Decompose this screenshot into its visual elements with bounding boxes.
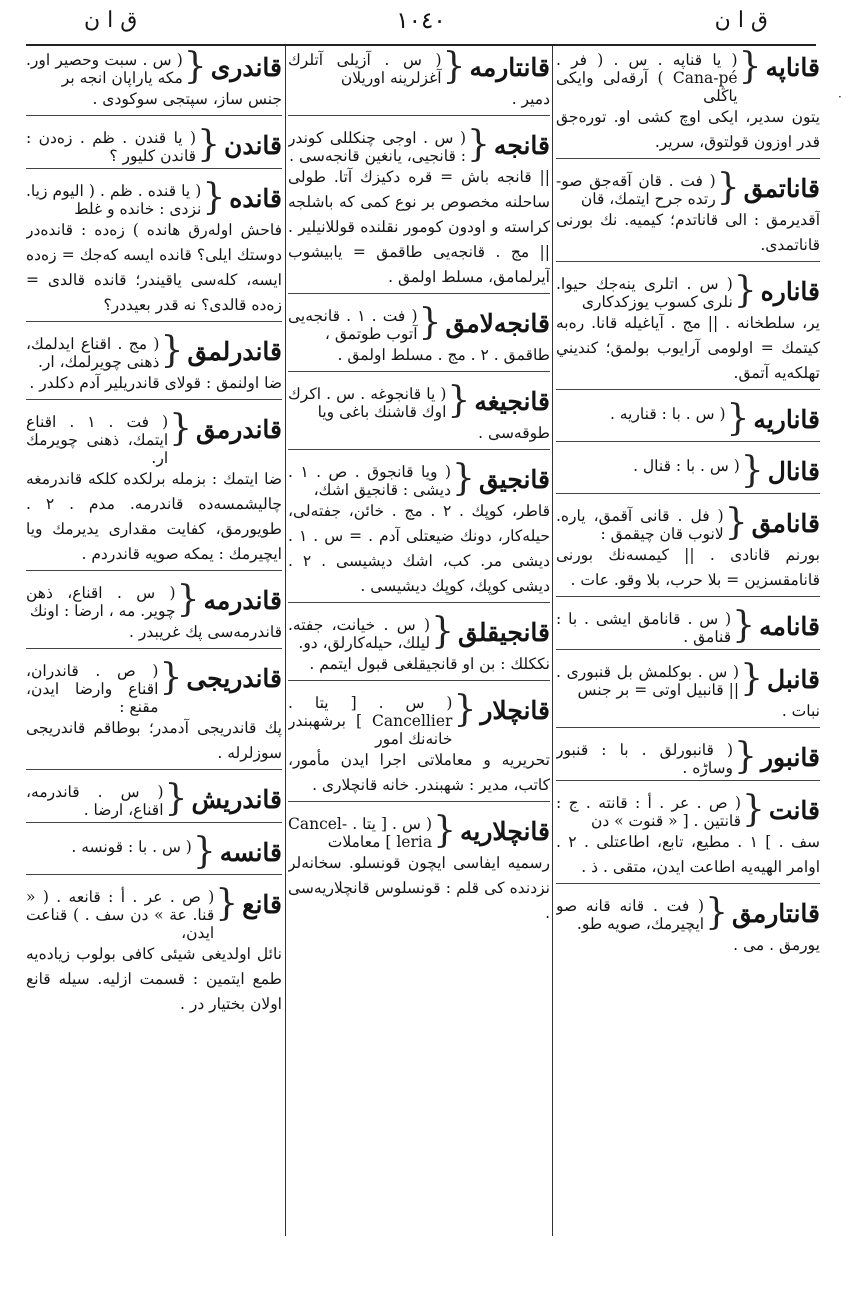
headword: قانجيغه <box>474 387 550 416</box>
entry-head-row <box>26 778 282 819</box>
definition-lead: ( يا قانجوغه . س . اكرك اوك قاشنك باغى ويا <box>288 385 447 421</box>
definition-lead: ( س . [ يتا . Cancel-leria ] معاملات <box>288 815 433 851</box>
brace-mark: { <box>733 270 757 311</box>
dictionary-entry <box>556 892 820 961</box>
page-header <box>26 6 816 42</box>
brace-mark: { <box>740 450 764 491</box>
entry-head-row <box>288 302 550 343</box>
brace-mark: { <box>724 502 748 543</box>
definition-text: يورمق . مى . <box>733 936 820 954</box>
definition-text: قاطر، كوپك . ٢ . مج . خائن، جفته‌لى، حيله‌كار، دونك ضيعتلى آدم . = س . ١ . ديشى مر. كب، اشك ديشيسى . ٢ . ديشى كوپك، كوپك ديشيسى . <box>288 502 550 595</box>
definition-text: قاندرمه‌سى پك غريبدر . <box>129 623 282 641</box>
definition-lead: ( س . قانامق ايشى . با : قنامق . <box>556 610 732 646</box>
definition-lead: ( س . [ يتا . Cancellier ] برشهبندر خانه‌نك امور <box>288 694 453 748</box>
definition-lead: ( ص . عر . أ : قانته . ج : قانتين . [ « قنوت » دن <box>556 794 742 830</box>
headword: قاندرمه <box>203 586 282 615</box>
headword: قانت <box>768 796 820 825</box>
definition-lead: ( س . بوكلمش بل قنبورى . || قانبيل اوتى = بر جنس <box>556 663 740 699</box>
definition-lead: ( مج . اقناع ايدلمك، ذهنى چويرلمك، ار. <box>26 335 160 371</box>
entry-head-row <box>556 658 820 699</box>
brace-mark: { <box>169 408 193 449</box>
definition-lead: ( يا قناپه . س . ( فر . Cana-pé ) آرقه‌لى وايكى ياڭلى <box>556 51 738 105</box>
definition-text: طاقمق . ٢ . مج . مسلط اولمق . <box>337 346 550 364</box>
headword: قانامه <box>759 612 820 641</box>
brace-mark: { <box>197 124 220 165</box>
entry-head-row <box>288 458 550 499</box>
entry-head-row <box>556 605 820 646</box>
brace-mark: { <box>442 50 466 87</box>
entry-head-row <box>26 50 282 87</box>
headword: قاندن <box>223 131 282 160</box>
headword: قاندريجى <box>186 664 282 693</box>
headword: قانسه <box>219 838 282 867</box>
brace-mark: { <box>453 689 477 730</box>
dictionary-entry <box>26 330 282 400</box>
definition-text: فاحش اوله‌رق هانده ) زه‌ده : قانده‌در دوستك ايلى؟ قانده ايسه كه‌جك = زه‌ده ايسه، كله‌سى ياقيندر؛ قانده قالدى = زه‌ده قالدى؟ نه قدر بعيددر؟ <box>26 221 282 314</box>
headword: قانع <box>242 890 282 919</box>
headword: قانجيقلق <box>458 618 550 647</box>
definition-lead: ( فت . قان آقه‌جق صو- رتده جرح ايتمك، قان <box>556 172 716 208</box>
headword: قاناريه <box>753 405 820 434</box>
definition-lead: ( س . قاندرمه، اقناع، ارضا . <box>26 783 164 819</box>
entry-head-row <box>26 831 282 872</box>
dictionary-entry <box>556 658 820 728</box>
brace-mark: { <box>705 892 728 933</box>
running-head-right: ق ا ن <box>714 8 768 33</box>
dictionary-entry <box>556 270 820 390</box>
brace-mark: { <box>732 605 756 646</box>
column-left <box>26 50 282 1300</box>
definition-lead: ( س . اتلرى ينه‌جك حيوا. نلرى كسوب يوزكدكارى <box>556 275 733 311</box>
headword: قانده <box>229 184 282 213</box>
brace-mark: { <box>202 177 226 218</box>
entry-head-row <box>556 450 820 491</box>
definition-text: طوقه‌سى . <box>478 424 550 442</box>
definition-text: تحريريه و معاملاتى اجرا ايدن مأمور، كاتب، مدير : شهبندر. خانه قانچلارى . <box>288 751 550 794</box>
brace-mark: { <box>742 789 765 830</box>
headword: قاندرلمق <box>187 337 282 366</box>
dictionary-entry <box>556 789 820 884</box>
entry-head-row <box>26 883 282 942</box>
definition-lead: ( فل . قانى آقمق، ياره. لانوب قان چيقمق : <box>556 507 724 543</box>
running-head-left: ق ا ن <box>84 8 138 33</box>
dictionary-entry <box>26 831 282 875</box>
definition-lead: ( س . با : قناريه . <box>609 405 726 423</box>
headword: قانجيق <box>478 465 550 494</box>
entry-head-row <box>288 124 550 165</box>
definition-lead: ( ويا قانجوق . ص . ١ . ديشى : قانجيق اشك، <box>288 463 452 499</box>
headword: قاندريش <box>191 785 282 814</box>
dictionary-entry <box>26 177 282 322</box>
brace-mark: { <box>738 50 762 87</box>
definition-lead: ( قانبورلق . با : قنبور وساڑه . <box>556 741 734 777</box>
margin-mark: · <box>838 90 842 104</box>
definition-lead: ( يا قنده . ظم . ( اليوم زيا. نزدى : خانده و غلط <box>26 182 202 218</box>
brace-mark: { <box>164 778 188 819</box>
entry-head-row <box>288 611 550 652</box>
column-divider <box>285 46 286 1236</box>
definition-text: پك قاندريجى آدمدر؛ بوطاقم قاندريجى سوزلرله . <box>26 719 282 762</box>
headword: قانتارمه <box>469 53 550 82</box>
column-divider <box>552 46 553 1236</box>
brace-mark: { <box>176 579 200 620</box>
dictionary-entry <box>556 50 820 159</box>
definition-lead: ( يا قندن . ظم . زه‌دن : قاندن كليور ؟ <box>26 129 197 165</box>
entry-head-row <box>556 270 820 311</box>
dictionary-entry <box>288 124 550 294</box>
definition-lead: ( س . سبت وحصير اور. مكه ياراپان انجه بر <box>26 51 183 87</box>
definition-text: ير، سلطخانه . || مج . آياغيله قانا. ره‌به كيتمك = اولومى آرايوب بولمق؛ كنديني تهلكه‌يه آتمق. <box>556 314 820 382</box>
definition-lead: ( فت . ١ . اقناع ايتمك، ذهنى چويرمك ار. <box>26 413 169 467</box>
column-middle <box>288 50 550 1300</box>
dictionary-entry <box>288 810 550 929</box>
definition-text: نبات . <box>781 702 820 720</box>
dictionary-entry <box>26 778 282 823</box>
dictionary-entry <box>26 124 282 169</box>
dictionary-entry <box>288 380 550 450</box>
brace-mark: { <box>726 398 750 439</box>
headword: قاندرى <box>210 53 282 82</box>
brace-mark: { <box>418 302 442 343</box>
column-right <box>556 50 820 1300</box>
definition-lead: ( س . خيانت، جفته. ليلك، حيله‌كارلق، دو. <box>288 616 431 652</box>
definition-lead: ( س . اقناع، ذهن چوير. مه ، ارضا : اونك <box>26 584 176 620</box>
header-rule <box>26 44 816 46</box>
dictionary-entry <box>288 611 550 681</box>
headword: قانبور <box>760 743 820 772</box>
headword: قاناره <box>760 277 820 306</box>
headword: قانجه <box>493 131 550 160</box>
brace-mark: { <box>192 831 216 872</box>
brace-mark: { <box>183 50 207 87</box>
entry-head-row <box>556 167 820 208</box>
definition-lead: ( س . با : قنال . <box>633 457 740 475</box>
entry-head-row <box>556 736 820 777</box>
dictionary-entry <box>26 579 282 649</box>
entry-head-row <box>556 892 820 933</box>
headword: قاناپه <box>765 53 820 82</box>
definition-lead: ( فت . ١ . قانجه‌يى آتوب طوتمق ، <box>288 307 418 343</box>
brace-mark: { <box>734 736 757 777</box>
dictionary-entry <box>556 167 820 262</box>
entry-head-row <box>288 380 550 421</box>
headword: قانامق <box>751 509 820 538</box>
entry-head-row <box>556 50 820 105</box>
definition-text: نككلك : بن او قانجيقلغى قبول ايتمم . <box>309 655 550 673</box>
dictionary-entry <box>556 450 820 494</box>
dictionary-entry <box>26 50 282 116</box>
brace-mark: { <box>159 657 183 698</box>
headword: قانبل <box>766 665 820 694</box>
brace-mark: { <box>452 458 475 499</box>
entry-head-row <box>288 689 550 748</box>
definition-text: بورنم قانادى . || كيمسه‌نك بورنى قانامقسزين = بلا حرب، بلا وقو. عات . <box>556 546 820 589</box>
entry-head-row <box>288 810 550 851</box>
definition-text: آقديرمق : الى قاناتدم؛ كيميه. نك بورنى قاناتمدى. <box>556 211 820 254</box>
entry-head-row <box>556 398 820 439</box>
definition-text: ضا ايتمك : بزمله برلكده كلكه قاندرمغه چاليشمسه‌ده قاندرمه. مدم . ٢ . طويورمق، كفايت مقدارى يديرمك ويا ايچيرمك : يمكه صويه قاندردم . <box>26 470 282 563</box>
definition-lead: ( س . اوجى چنكللى كوندر : قانجيى، يانغين قانجه‌سى . <box>288 129 467 165</box>
entry-head-row <box>556 789 820 830</box>
headword: قانتارمق <box>731 899 820 928</box>
brace-mark: { <box>740 658 763 699</box>
entry-head-row <box>26 657 282 716</box>
brace-mark: { <box>160 330 184 371</box>
dictionary-entry <box>556 736 820 781</box>
brace-mark: { <box>433 810 456 851</box>
definition-text: جنس ساز، سپتجى سوكودى . <box>92 90 282 108</box>
definition-lead: ( ص . عر . أ : قانعه . ( « قنا. عة » دن سف . ) قناعت ايدن، <box>26 888 215 942</box>
brace-mark: { <box>716 167 740 208</box>
dictionary-entry <box>288 689 550 802</box>
definition-lead: ( س . با : قونسه . <box>71 838 192 856</box>
dictionary-entry <box>288 458 550 603</box>
definition-text: يتون سدير، ايكى اوچ كشى او. توره‌جق قدر اوزون قولتوق، سرير. <box>556 108 820 151</box>
definition-text: || قانجه باش = قره دكيزك آتا. طولى ساحلنه مخصوص بر نوع كمى كه باشلجه كراسته و اودون كومور نقلنده قوللانيلير . || مج . قانجه‌يى طاقمق = يابيشوب آيرلمامق، مسلط اولمق . <box>288 168 550 286</box>
dictionary-entry <box>26 408 282 571</box>
entry-head-row <box>26 177 282 218</box>
headword: قانال <box>767 457 820 486</box>
headword: قانچلار <box>480 696 550 725</box>
definition-lead: ( فت . قانه قانه صو ايچيرمك، صويه طو. <box>556 897 705 933</box>
definition-text: دمير . <box>511 90 550 108</box>
headword: قاندرمق <box>196 415 282 444</box>
definition-text: نائل اولديغى شيئى كافى بولوب زياده‌يه طمع ايتمين : قسمت ازليه. سيله قانع اولان بختيار در . <box>26 945 282 1013</box>
entry-head-row <box>26 579 282 620</box>
headword: قانچلاريه <box>459 817 550 846</box>
dictionary-entry <box>26 657 282 770</box>
headword: قانجه‌لامق <box>445 309 550 338</box>
entry-head-row <box>26 124 282 165</box>
dictionary-entry <box>288 302 550 372</box>
brace-mark: { <box>215 883 239 924</box>
entry-head-row <box>26 330 282 371</box>
dictionary-entry <box>288 50 550 116</box>
dictionary-entry <box>556 605 820 650</box>
dictionary-entry <box>556 502 820 597</box>
dictionary-entry <box>26 883 282 1020</box>
definition-text: ضا اولنمق : قولاى قاندريلير آدم دكلدر . <box>29 374 282 392</box>
definition-lead: ( س . آزيلى آتلرك آغزلرينه اوريلان <box>288 51 442 87</box>
brace-mark: { <box>431 611 455 652</box>
brace-mark: { <box>447 380 471 421</box>
definition-lead: ( ص . قاندران، اقناع وارضا ايدن، مقنع : <box>26 662 159 716</box>
dictionary-entry <box>556 398 820 442</box>
brace-mark: { <box>467 124 490 165</box>
headword: قاناتمق <box>743 174 820 203</box>
definition-text: رسميه ايفاسى ايچون قونسلو. سخانه‌لر نزدنده كى قلم : قونسلوس قانچلاريه‌سى . <box>288 854 550 922</box>
entry-head-row <box>26 408 282 467</box>
definition-text: سف . ] ١ . مطيع، تابع، اطاعتلى . ٢ . اوامر الهيه‌يه اطاعت ايدن، متقى . ذ . <box>556 833 820 876</box>
page-number: ١٠٤٠ <box>396 8 446 34</box>
entry-head-row <box>556 502 820 543</box>
entry-head-row <box>288 50 550 87</box>
